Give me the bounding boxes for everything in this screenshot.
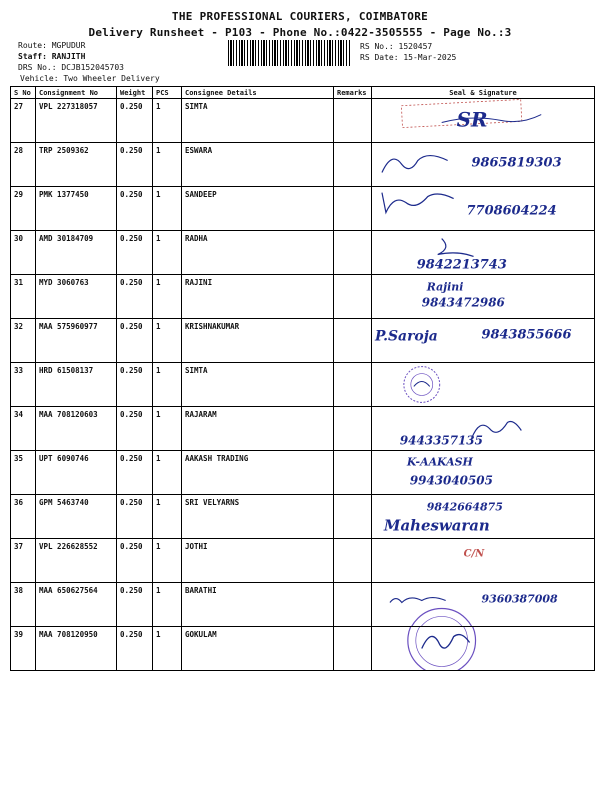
row-consignment: AMD 30184709 [36, 231, 117, 275]
row-consignee: RADHA [182, 231, 334, 275]
row-remarks [334, 143, 372, 187]
handwritten-signature [372, 407, 594, 450]
row-remarks [334, 407, 372, 451]
row-sno: 32 [11, 319, 36, 363]
col-remarks: Remarks [334, 87, 372, 99]
table-row [11, 451, 595, 495]
row-seal [372, 495, 595, 539]
table-row [11, 231, 595, 275]
handwritten-phone: 7708604224 [466, 203, 557, 219]
row-weight: 0.250 [117, 275, 153, 319]
row-weight: 0.250 [117, 363, 153, 407]
row-pcs: 1 [153, 319, 182, 363]
row-consignee: ESWARA [182, 143, 334, 187]
row-weight: 0.250 [117, 451, 153, 495]
row-pcs: 1 [153, 187, 182, 231]
rs-date: RS Date: 15-Mar-2025 [360, 53, 457, 62]
row-sno: 30 [11, 231, 36, 275]
handwritten-name: K-AAKASH [406, 455, 473, 469]
row-remarks [334, 99, 372, 143]
handwritten-name: Rajini [426, 280, 464, 294]
row-seal [372, 231, 595, 275]
handwritten-signature [372, 275, 594, 318]
row-consignment: MYD 3060763 [36, 275, 117, 319]
table-row [11, 407, 595, 451]
row-seal [372, 275, 595, 319]
handwritten-note [372, 539, 594, 582]
rs-number: RS No.: 1520457 [360, 42, 433, 51]
barcode [228, 40, 350, 66]
handwritten-signature [372, 583, 594, 626]
table-row [11, 539, 595, 583]
table-row [11, 99, 595, 143]
row-consignee: SIMTA [182, 99, 334, 143]
table-row [11, 187, 595, 231]
col-pcs: PCS [153, 87, 182, 99]
row-weight: 0.250 [117, 187, 153, 231]
row-seal [372, 319, 595, 363]
handwritten-phone: 9443357135 [399, 433, 483, 448]
row-consignment: MAA 708120603 [36, 407, 117, 451]
row-consignee: KRISHNAKUMAR [182, 319, 334, 363]
row-weight: 0.250 [117, 495, 153, 539]
row-consignee: RAJARAM [182, 407, 334, 451]
row-consignment: VPL 226628552 [36, 539, 117, 583]
row-consignee: JOTHI [182, 539, 334, 583]
row-pcs: 1 [153, 451, 182, 495]
handwritten-signature [372, 187, 594, 230]
row-sno: 28 [11, 143, 36, 187]
handwritten-phone: 9943040505 [409, 473, 493, 488]
row-weight: 0.250 [117, 627, 153, 671]
drs-label: DRS No.: DCJB152045703 [18, 63, 124, 72]
row-remarks [334, 319, 372, 363]
handwritten-phone: 9865819303 [471, 155, 562, 171]
table-row [11, 583, 595, 627]
row-pcs: 1 [153, 231, 182, 275]
row-weight: 0.250 [117, 319, 153, 363]
row-remarks [334, 187, 372, 231]
col-consignment: Consignment No [36, 87, 117, 99]
row-consignment: PMK 1377450 [36, 187, 117, 231]
table-row [11, 319, 595, 363]
row-consignment: UPT 6090746 [36, 451, 117, 495]
row-consignment: GPM 5463740 [36, 495, 117, 539]
handwritten-phone: 9842664875 [426, 500, 503, 514]
row-consignment: VPL 227318057 [36, 99, 117, 143]
handwritten-signature [372, 495, 594, 538]
row-seal [372, 187, 595, 231]
handwritten-phone: 9843855666 [481, 327, 572, 343]
row-sno: 38 [11, 583, 36, 627]
row-remarks [334, 363, 372, 407]
handwritten-signature [372, 319, 594, 362]
handwritten-phone: 9843472986 [421, 295, 505, 310]
handwritten-note: SR [456, 107, 488, 132]
row-sno: 34 [11, 407, 36, 451]
row-pcs: 1 [153, 495, 182, 539]
row-remarks [334, 539, 372, 583]
row-seal [372, 539, 595, 583]
row-consignment: MAA 575960977 [36, 319, 117, 363]
row-seal [372, 407, 595, 451]
col-weight: Weight [117, 87, 153, 99]
row-seal [372, 451, 595, 495]
row-sno: 36 [11, 495, 36, 539]
row-seal [372, 363, 595, 407]
row-pcs: 1 [153, 539, 182, 583]
route-label: Route: MGPUDUR [18, 41, 86, 50]
runsheet-title: Delivery Runsheet - P103 - Phone No.:0422-3505555 - Page No.:3 [88, 26, 512, 39]
table-row [11, 363, 595, 407]
row-consignee: SANDEEP [182, 187, 334, 231]
row-seal [372, 627, 595, 671]
row-consignee: SIMTA [182, 363, 334, 407]
row-sno: 33 [11, 363, 36, 407]
row-consignee: RAJINI [182, 275, 334, 319]
row-pcs: 1 [153, 143, 182, 187]
row-pcs: 1 [153, 275, 182, 319]
row-consignee: GOKULAM [182, 627, 334, 671]
row-sno: 39 [11, 627, 36, 671]
table-row [11, 143, 595, 187]
handwritten-signature [372, 143, 594, 186]
row-sno: 37 [11, 539, 36, 583]
handwritten-name: P.Saroja [374, 328, 438, 345]
row-sno: 27 [11, 99, 36, 143]
row-consignee: SRI VELYARNS [182, 495, 334, 539]
table-row [11, 495, 595, 539]
row-seal [372, 583, 595, 627]
stamp-seal [372, 363, 594, 406]
row-sno: 31 [11, 275, 36, 319]
table-row [11, 627, 595, 671]
handwritten-phone: 9842213743 [416, 257, 507, 273]
row-remarks [334, 495, 372, 539]
handwritten-signature [372, 451, 594, 494]
row-weight: 0.250 [117, 583, 153, 627]
row-consignment: MAA 650627564 [36, 583, 117, 627]
col-seal: Seal & Signature [372, 87, 595, 99]
row-weight: 0.250 [117, 143, 153, 187]
table-header-row [11, 87, 595, 99]
row-consignment: TRP 2509362 [36, 143, 117, 187]
row-consignee: AAKASH TRADING [182, 451, 334, 495]
row-weight: 0.250 [117, 99, 153, 143]
row-pcs: 1 [153, 99, 182, 143]
row-weight: 0.250 [117, 539, 153, 583]
row-remarks [334, 275, 372, 319]
handwritten-signature [372, 231, 594, 274]
row-seal [372, 99, 595, 143]
col-sno: S No [11, 87, 36, 99]
row-consignment: HRD 61508137 [36, 363, 117, 407]
col-consignee: Consignee Details [182, 87, 334, 99]
row-seal [372, 143, 595, 187]
row-pcs: 1 [153, 627, 182, 671]
row-pcs: 1 [153, 583, 182, 627]
row-consignment: MAA 708120950 [36, 627, 117, 671]
row-pcs: 1 [153, 407, 182, 451]
row-remarks [334, 583, 372, 627]
row-pcs: 1 [153, 363, 182, 407]
vehicle-label: Vehicle: Two Wheeler Delivery [20, 74, 160, 83]
row-weight: 0.250 [117, 407, 153, 451]
row-remarks [334, 231, 372, 275]
table-row [11, 275, 595, 319]
row-weight: 0.250 [117, 231, 153, 275]
row-consignee: BARATHI [182, 583, 334, 627]
row-remarks [334, 451, 372, 495]
row-sno: 35 [11, 451, 36, 495]
stamp-signature [372, 99, 594, 142]
handwritten-name: Maheswaran [383, 516, 490, 535]
staff-label: Staff: RANJITH [18, 52, 86, 61]
stamp-signature [372, 627, 594, 670]
handwritten-phone: 9360387008 [481, 592, 558, 606]
row-remarks [334, 627, 372, 671]
row-sno: 29 [11, 187, 36, 231]
runsheet-table [10, 86, 595, 671]
cn-note: C/N [463, 548, 485, 560]
company-title: THE PROFESSIONAL COURIERS, COIMBATORE [171, 10, 429, 23]
